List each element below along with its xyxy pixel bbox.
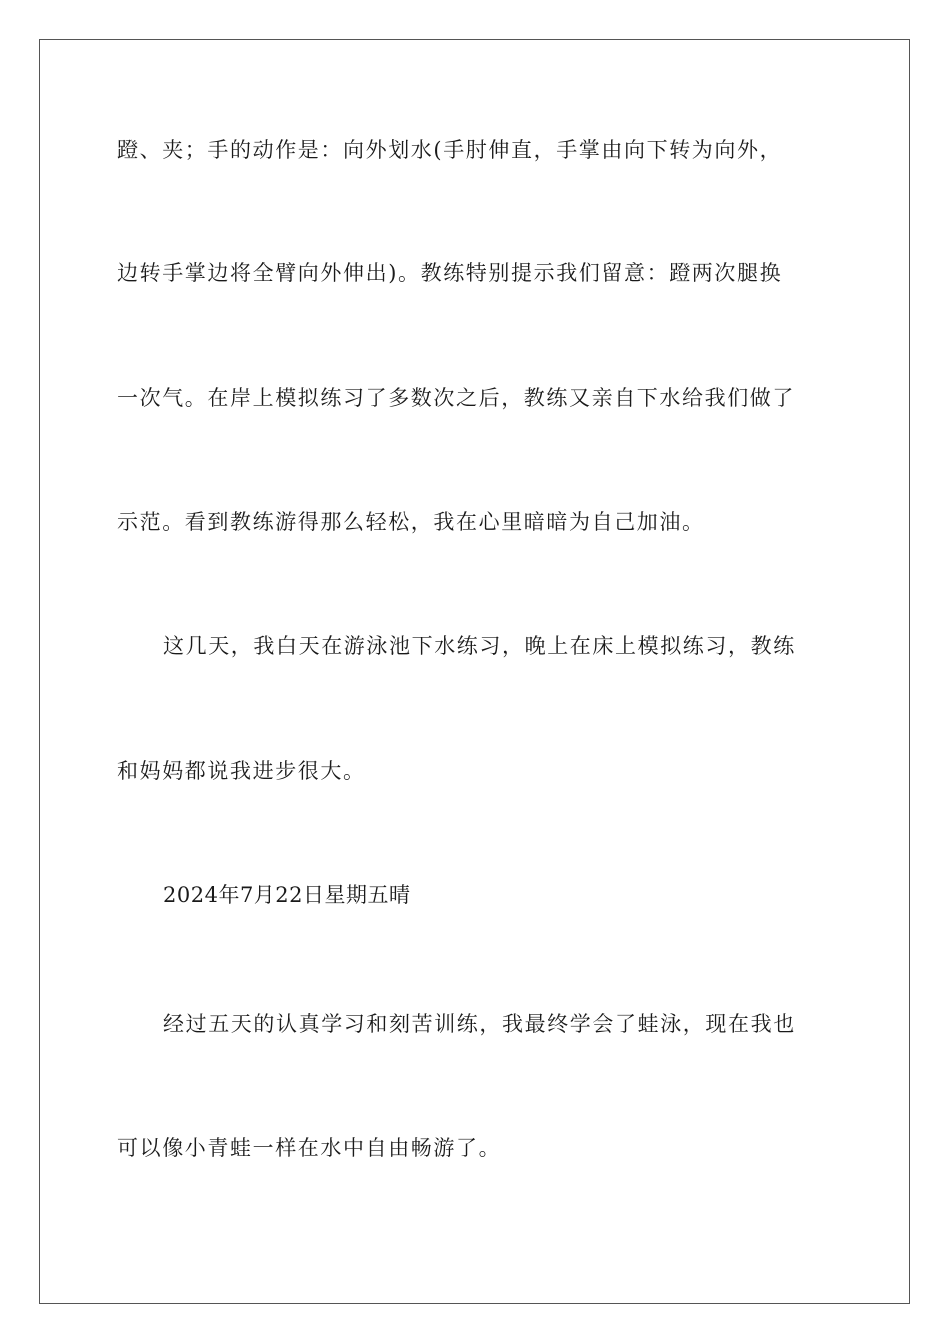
text-line-9: 可以像小青蛙一样在水中自由畅游了。 — [117, 1136, 502, 1160]
text-line-4: 示范。看到教练游得那么轻松，我在心里暗暗为自己加油。 — [117, 510, 705, 534]
page-border — [39, 39, 910, 1304]
text-line-8: 经过五天的认真学习和刻苦训练，我最终学会了蛙泳，现在我也 — [163, 1012, 796, 1036]
text-line-2: 边转手掌边将全臂向外伸出)。教练特别提示我们留意：蹬两次腿换 — [117, 261, 783, 285]
diary-date-line: 2024年7月22日星期五晴 — [163, 883, 411, 907]
text-line-3: 一次气。在岸上模拟练习了多数次之后，教练又亲自下水给我们做了 — [117, 386, 795, 410]
text-line-5: 这几天，我白天在游泳池下水练习，晚上在床上模拟练习，教练 — [163, 634, 796, 658]
text-line-6: 和妈妈都说我进步很大。 — [117, 759, 366, 783]
text-line-1: 蹬、夹；手的动作是：向外划水(手肘伸直，手掌由向下转为向外， — [117, 138, 783, 162]
